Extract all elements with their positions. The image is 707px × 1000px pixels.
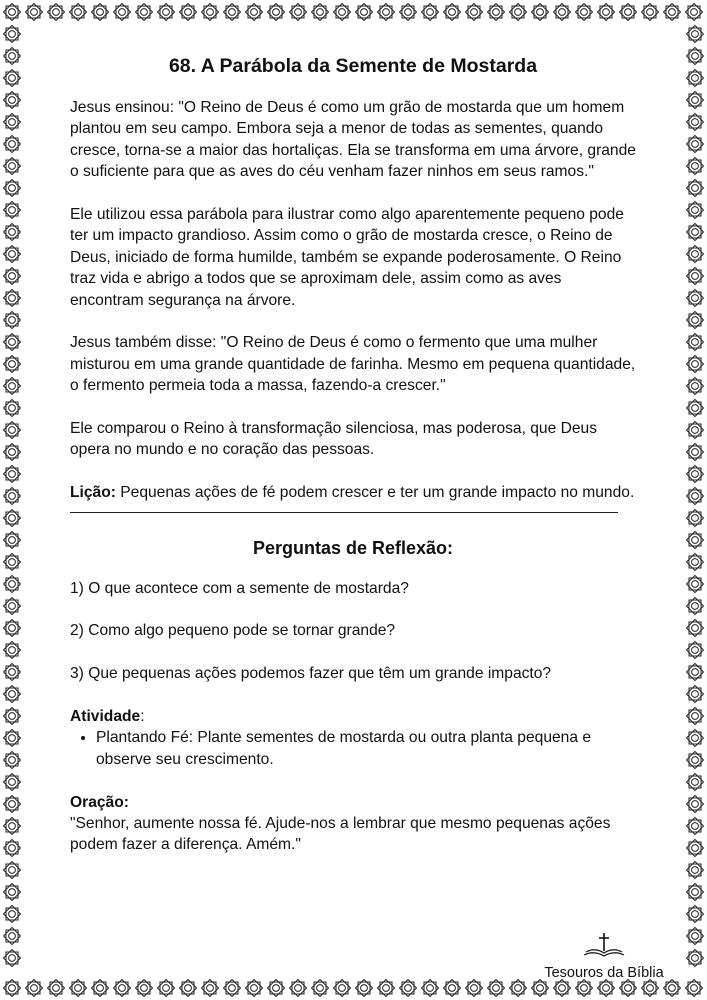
border-ornament: [687, 598, 704, 615]
border-ornament: [554, 980, 571, 997]
reflection-heading: Perguntas de Reflexão:: [252, 537, 454, 558]
border-ornament: [4, 158, 21, 175]
border-ornament: [687, 576, 704, 593]
border-ornament: [4, 884, 21, 901]
border-ornament: [422, 980, 439, 997]
border-ornament: [268, 4, 285, 21]
border-ornament: [687, 466, 704, 483]
border-ornament: [687, 928, 704, 945]
border-ornament: [4, 620, 21, 637]
border-ornament: [422, 4, 439, 21]
border-ornament: [4, 466, 21, 483]
border-ornament: [202, 980, 219, 997]
border-ornament: [620, 4, 637, 21]
border-ornament: [466, 980, 483, 997]
border-ornament: [4, 180, 21, 197]
border-ornament: [687, 400, 704, 417]
border-ornament: [687, 774, 704, 791]
border-ornament: [4, 136, 21, 153]
border-ornament: [510, 980, 527, 997]
border-ornament: [48, 4, 65, 21]
border-ornament: [687, 136, 704, 153]
border-ornament: [687, 334, 704, 351]
border-ornament: [4, 906, 21, 923]
border-ornament: [224, 980, 241, 997]
border-ornament: [4, 356, 21, 373]
border-ornament: [687, 422, 704, 439]
border-ornament: [687, 158, 704, 175]
border-ornament: [642, 4, 659, 21]
border-ornament: [554, 4, 571, 21]
activity-item: • Plantando Fé: Plante sementes de mostarda ou outra planta pequena e observe seu crescimento.: [96, 727, 636, 770]
border-ornament: [4, 400, 21, 417]
border-ornament: [686, 4, 703, 21]
border-ornament: [180, 980, 197, 997]
border-ornament: [4, 70, 21, 87]
border-ornament: [4, 950, 21, 967]
border-ornament: [4, 378, 21, 395]
border-ornament: [687, 686, 704, 703]
border-ornament: [4, 708, 21, 725]
border-ornament: [576, 980, 593, 997]
border-ornament: [4, 48, 21, 65]
border-ornament: [158, 980, 175, 997]
border-ornament: [400, 980, 417, 997]
border-ornament: [687, 312, 704, 329]
border-ornament: [114, 980, 131, 997]
border-ornament: [687, 840, 704, 857]
lesson: [70, 482, 636, 503]
divider-line: [70, 504, 618, 513]
border-ornament: [488, 4, 505, 21]
border-ornament: [687, 48, 704, 65]
border-ornament: [4, 774, 21, 791]
border-ornament: [4, 598, 21, 615]
paragraph: Ele comparou o Reino à transformação silenciosa, mas poderosa, que Deus opera no mundo e no coração das pessoas.: [70, 420, 598, 459]
border-ornament: [268, 980, 285, 997]
border-ornament: [620, 980, 637, 997]
question-item: 3) Que pequenas ações podemos fazer que têm um grande impacto?: [70, 665, 552, 683]
border-ornament: [687, 664, 704, 681]
border-ornament: [70, 980, 87, 997]
border-ornament: [687, 884, 704, 901]
border-ornament: [246, 980, 263, 997]
border-ornament: [687, 906, 704, 923]
border-ornament: [4, 334, 21, 351]
question-item: 1) O que acontece com a semente de mostarda?: [70, 579, 409, 597]
border-ornament: [466, 4, 483, 21]
border-ornament: [686, 980, 703, 997]
border-ornament: [334, 4, 351, 21]
border-ornament: [26, 4, 43, 21]
border-ornament: [4, 928, 21, 945]
border-ornament: [532, 4, 549, 21]
border-ornament: [687, 180, 704, 197]
border-ornament: [687, 290, 704, 307]
activity-colon: :: [140, 708, 145, 726]
border-ornament: [510, 4, 527, 21]
border-ornament: [687, 532, 704, 549]
border-ornament: [4, 862, 21, 879]
border-ornament: [687, 378, 704, 395]
border-ornament: [687, 620, 704, 637]
page-content: [70, 50, 636, 856]
border-ornament: [202, 4, 219, 21]
border-ornament: [4, 422, 21, 439]
border-ornament: [4, 686, 21, 703]
border-ornament: [687, 114, 704, 131]
border-ornament: [444, 4, 461, 21]
border-ornament: [4, 642, 21, 659]
border-ornament: [687, 752, 704, 769]
question-item: 2) Como algo pequeno pode se tornar grande?: [70, 622, 396, 640]
page-title: 68. A Parábola da Semente de Mostarda: [168, 55, 538, 77]
border-ornament: [4, 488, 21, 505]
border-ornament: [4, 818, 21, 835]
border-ornament: [136, 4, 153, 21]
footer-label: Tesouros da Bíblia: [544, 965, 664, 981]
border-ornament: [642, 980, 659, 997]
border-ornament: [4, 268, 21, 285]
border-ornament: [687, 796, 704, 813]
border-ornament: [356, 4, 373, 21]
border-ornament: [70, 4, 87, 21]
border-ornament: [4, 114, 21, 131]
decorative-border-left: [0, 0, 24, 1000]
border-ornament: [4, 510, 21, 527]
border-ornament: [4, 92, 21, 109]
border-ornament: [246, 4, 263, 21]
border-ornament: [92, 4, 109, 21]
border-ornament: [4, 664, 21, 681]
border-ornament: [576, 4, 593, 21]
border-ornament: [4, 444, 21, 461]
border-ornament: [4, 224, 21, 241]
border-ornament: [4, 840, 21, 857]
border-ornament: [4, 312, 21, 329]
border-ornament: [378, 4, 395, 21]
border-ornament: [334, 980, 351, 997]
border-ornament: [158, 4, 175, 21]
border-ornament: [290, 980, 307, 997]
paragraph: Jesus também disse: "O Reino de Deus é como o fermento que uma mulher misturou em uma grande quantidade de farinha. Mesmo em pequena quantidade, o fermento permeia toda a massa, fazendo-a crescer.": [70, 334, 636, 395]
border-ornament: [687, 26, 704, 43]
border-ornament: [4, 202, 21, 219]
border-ornament: [687, 488, 704, 505]
paragraph: Jesus ensinou: "O Reino de Deus é como um grão de mostarda que um homem plantou em seu campo. Embora seja a menor de todas as sementes, quando cresce, torna-se a maior das hortaliças. Ela se transforma em uma árvore, grande o suficiente para que as aves do céu venham fazer ninhos em seus ramos.": [70, 99, 636, 181]
border-ornament: [598, 980, 615, 997]
border-ornament: [290, 4, 307, 21]
border-ornament: [687, 642, 704, 659]
border-ornament: [687, 224, 704, 241]
activity-section: [70, 706, 636, 770]
border-ornament: [687, 246, 704, 263]
border-ornament: [687, 730, 704, 747]
border-ornament: [4, 796, 21, 813]
activity-label: Atividade: [70, 708, 141, 726]
activity-heading: [70, 706, 636, 727]
border-ornament: [114, 4, 131, 21]
bible-cross-icon: [582, 932, 626, 958]
border-ornament: [687, 862, 704, 879]
prayer-label: Oração:: [70, 793, 129, 811]
border-ornament: [664, 4, 681, 21]
border-ornament: [687, 356, 704, 373]
border-ornament: [224, 4, 241, 21]
border-ornament: [444, 980, 461, 997]
border-ornament: [4, 290, 21, 307]
border-ornament: [48, 980, 65, 997]
border-ornament: [687, 202, 704, 219]
prayer-text: "Senhor, aumente nossa fé. Ajude-nos a lembrar que mesmo pequenas ações podem fazer a diferença. Amém.": [70, 815, 611, 854]
border-ornament: [312, 4, 329, 21]
decorative-border-right: [683, 0, 707, 1000]
activity-list: [70, 727, 636, 770]
border-ornament: [687, 950, 704, 967]
border-ornament: [4, 752, 21, 769]
border-ornament: [400, 4, 417, 21]
border-ornament: [92, 980, 109, 997]
border-ornament: [687, 818, 704, 835]
border-ornament: [378, 980, 395, 997]
lesson-label: Lição:: [70, 484, 116, 502]
prayer-section: [70, 792, 636, 856]
border-ornament: [180, 4, 197, 21]
border-ornament: [4, 246, 21, 263]
border-ornament: [4, 576, 21, 593]
border-ornament: [136, 980, 153, 997]
footer-brand: [534, 932, 674, 981]
border-ornament: [4, 26, 21, 43]
border-ornament: [687, 268, 704, 285]
border-ornament: [4, 730, 21, 747]
border-ornament: [4, 532, 21, 549]
border-ornament: [4, 4, 21, 21]
border-ornament: [312, 980, 329, 997]
border-ornament: [687, 70, 704, 87]
border-ornament: [687, 92, 704, 109]
border-ornament: [687, 554, 704, 571]
border-ornament: [687, 510, 704, 527]
border-ornament: [687, 708, 704, 725]
paragraph: Ele utilizou essa parábola para ilustrar como algo aparentemente pequeno pode ter um impacto grandioso. Assim como o grão de mostarda cresce, o Reino de Deus, iniciado de forma humilde, também se expande poderosamente. O Reino traz vida e abrigo a todos que se aproximam dele, assim como as aves encontram segurança na árvore.: [70, 206, 624, 309]
border-ornament: [4, 980, 21, 997]
border-ornament: [532, 980, 549, 997]
lesson-text: Pequenas ações de fé podem crescer e ter um grande impacto no mundo.: [115, 484, 635, 502]
border-ornament: [4, 554, 21, 571]
border-ornament: [356, 980, 373, 997]
border-ornament: [488, 980, 505, 997]
border-ornament: [598, 4, 615, 21]
border-ornament: [664, 980, 681, 997]
border-ornament: [687, 444, 704, 461]
decorative-border-top: [0, 0, 707, 24]
border-ornament: [26, 980, 43, 997]
